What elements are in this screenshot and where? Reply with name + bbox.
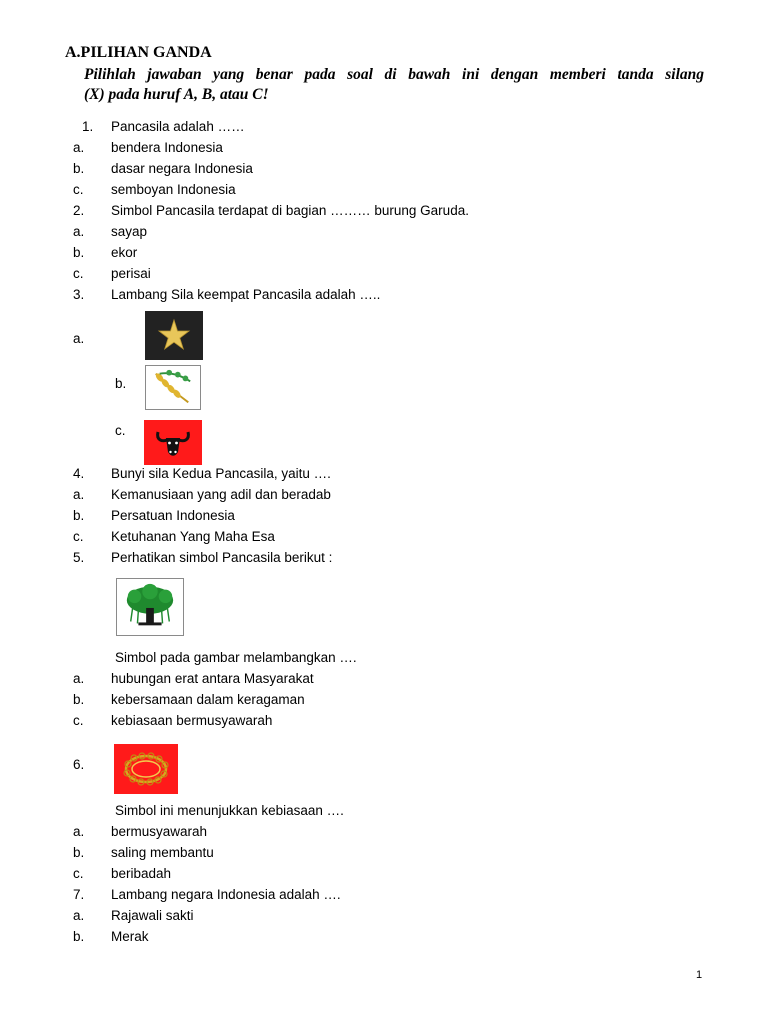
q6-option-b-letter[interactable]: b. [73, 845, 85, 860]
instruction-line-2: (X) pada huruf A, B, atau C! [84, 86, 269, 103]
star-icon [145, 311, 203, 360]
chain-icon [114, 744, 178, 794]
question-1-number: 1. [82, 119, 94, 134]
question-2-text: Simbol Pancasila terdapat di bagian ……… burung Garuda. [111, 203, 469, 218]
q1-option-a-text: bendera Indonesia [111, 140, 223, 155]
section-title: A.PILIHAN GANDA [65, 44, 212, 61]
question-2-number: 2. [73, 203, 85, 218]
q5-option-b-text: kebersamaan dalam keragaman [111, 692, 305, 707]
question-4-number: 4. [73, 466, 85, 481]
question-4-text: Bunyi sila Kedua Pancasila, yaitu …. [111, 466, 331, 481]
instruction-line-1: Pilihlah jawaban yang benar pada soal di bawah ini dengan memberi tanda silang [84, 66, 704, 83]
question-7-number: 7. [73, 887, 85, 902]
q6-option-c-letter[interactable]: c. [73, 866, 84, 881]
q4-option-c-text: Ketuhanan Yang Maha Esa [111, 529, 275, 544]
q1-option-a-letter[interactable]: a. [73, 140, 85, 155]
q1-option-b-text: dasar negara Indonesia [111, 161, 253, 176]
q7-option-b-letter[interactable]: b. [73, 929, 85, 944]
rice-cotton-icon [145, 365, 201, 410]
q3-option-b-letter[interactable]: b. [115, 376, 127, 391]
q4-option-a-letter[interactable]: a. [73, 487, 85, 502]
question-1-text: Pancasila adalah …… [111, 119, 245, 134]
q7-option-b-text: Merak [111, 929, 149, 944]
question-7-text: Lambang negara Indonesia adalah …. [111, 887, 341, 902]
q4-option-b-letter[interactable]: b. [73, 508, 85, 523]
q6-option-a-text: bermusyawarah [111, 824, 208, 839]
q2-option-c-letter[interactable]: c. [73, 266, 84, 281]
q6-option-a-letter[interactable]: a. [73, 824, 85, 839]
q4-option-c-letter[interactable]: c. [73, 529, 84, 544]
page-number: 1 [696, 969, 703, 981]
q5-option-a-text: hubungan erat antara Masyarakat [111, 671, 314, 686]
q6-option-c-text: beribadah [111, 866, 172, 881]
q7-option-a-letter[interactable]: a. [73, 908, 85, 923]
question-3-number: 3. [73, 287, 85, 302]
q4-option-b-text: Persatuan Indonesia [111, 508, 235, 523]
q6-option-b-text: saling membantu [111, 845, 214, 860]
q2-option-a-text: sayap [111, 224, 148, 239]
question-6-number: 6. [73, 757, 85, 772]
q2-option-c-text: perisai [111, 266, 151, 281]
question-6-caption: Simbol ini menunjukkan kebiasaan …. [115, 803, 344, 818]
q5-option-c-letter[interactable]: c. [73, 713, 84, 728]
q2-option-b-letter[interactable]: b. [73, 245, 85, 260]
q5-option-b-letter[interactable]: b. [73, 692, 85, 707]
q1-option-b-letter[interactable]: b. [73, 161, 85, 176]
q5-option-c-text: kebiasaan bermusyawarah [111, 713, 273, 728]
q1-option-c-text: semboyan Indonesia [111, 182, 236, 197]
question-5-text: Perhatikan simbol Pancasila berikut : [111, 550, 333, 565]
banyan-tree-icon [116, 578, 184, 636]
q1-option-c-letter[interactable]: c. [73, 182, 84, 197]
bull-head-icon [144, 420, 202, 465]
q2-option-b-text: ekor [111, 245, 138, 260]
q2-option-a-letter[interactable]: a. [73, 224, 85, 239]
question-5-caption: Simbol pada gambar melambangkan …. [115, 650, 357, 665]
question-3-text: Lambang Sila keempat Pancasila adalah ….. [111, 287, 381, 302]
q4-option-a-text: Kemanusiaan yang adil dan beradab [111, 487, 331, 502]
q7-option-a-text: Rajawali sakti [111, 908, 194, 923]
q3-option-a-letter[interactable]: a. [73, 331, 85, 346]
q5-option-a-letter[interactable]: a. [73, 671, 85, 686]
question-5-number: 5. [73, 550, 85, 565]
q3-option-c-letter[interactable]: c. [115, 423, 126, 438]
